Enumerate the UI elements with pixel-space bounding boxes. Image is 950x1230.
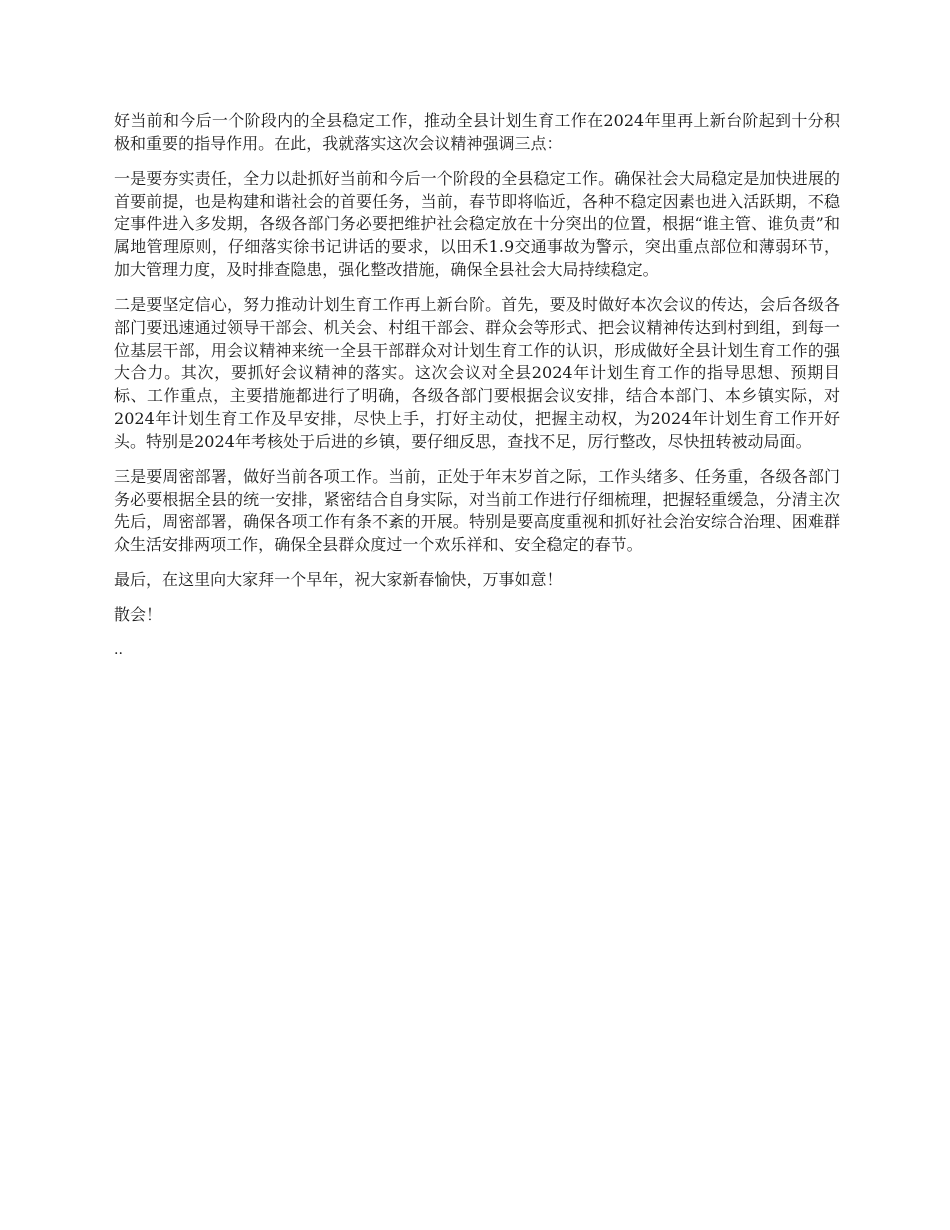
paragraph-point-one: 一是要夯实责任，全力以赴抓好当前和今后一个阶段的全县稳定工作。确保社会大局稳定是加快进展的首要前提，也是构建和谐社会的首要任务，当前，春节即将临近，各种不稳定因素也进入活跃期，不稳定事件进入多发期，各级各部门务必要把维护社会稳定放在十分突出的位置，根据“谁主管、谁负责”和属地管理原则，仔细落实徐书记讲话的要求，以田禾1.9交通事故为警示，突出重点部位和薄弱环节，加大管理力度，及时排查隐患，强化整改措施，确保全县社会大局持续稳定。: [114, 168, 840, 279]
paragraph-point-two: 二是要坚定信心，努力推动计划生育工作再上新台阶。首先，要及时做好本次会议的传达，会后各级各部门要迅速通过领导干部会、机关会、村组干部会、群众会等形式、把会议精神传达到村到组，到每一位基层干部，用会议精神来统一全县干部群众对计划生育工作的认识，形成做好全县计划生育工作的强大合力。其次，要抓好会议精神的落实。这次会议对全县2024年计划生育工作的指导思想、预期目标、工作重点，主要措施都进行了明确，各级各部门要根据会议安排，结合本部门、本乡镇实际，对2024年计划生育工作及早安排，尽快上手，打好主动仗，把握主动权，为2024年计划生育工作开好头。特别是2024年考核处于后进的乡镇，要仔细反思，查找不足，厉行整改，尽快扭转被动局面。: [114, 294, 840, 451]
trailing-mark: ..: [114, 642, 123, 659]
document-body: [114, 110, 840, 662]
paragraph-closing-wish: 最后，在这里向大家拜一个早年，祝大家新春愉快，万事如意！: [114, 570, 563, 590]
paragraph-intro: 好当前和今后一个阶段内的全县稳定工作，推动全县计划生育工作在2024年里再上新台阶起到十分积极和重要的指导作用。在此，我就落实这次会议精神强调三点：: [114, 111, 840, 153]
paragraph-point-three: 三是要周密部署，做好当前各项工作。当前，正处于年末岁首之际，工作头绪多、任务重，各级各部门务必要根据全县的统一安排，紧密结合自身实际，对当前工作进行仔细梳理，把握轻重缓急，分清主次先后，周密部署，确保各项工作有条不紊的开展。特别是要高度重视和抓好社会治安综合治理、困难群众生活安排两项工作，确保全县群众度过一个欢乐祥和、安全稳定的春节。: [114, 466, 840, 555]
paragraph-adjourn: 散会！: [114, 605, 163, 625]
